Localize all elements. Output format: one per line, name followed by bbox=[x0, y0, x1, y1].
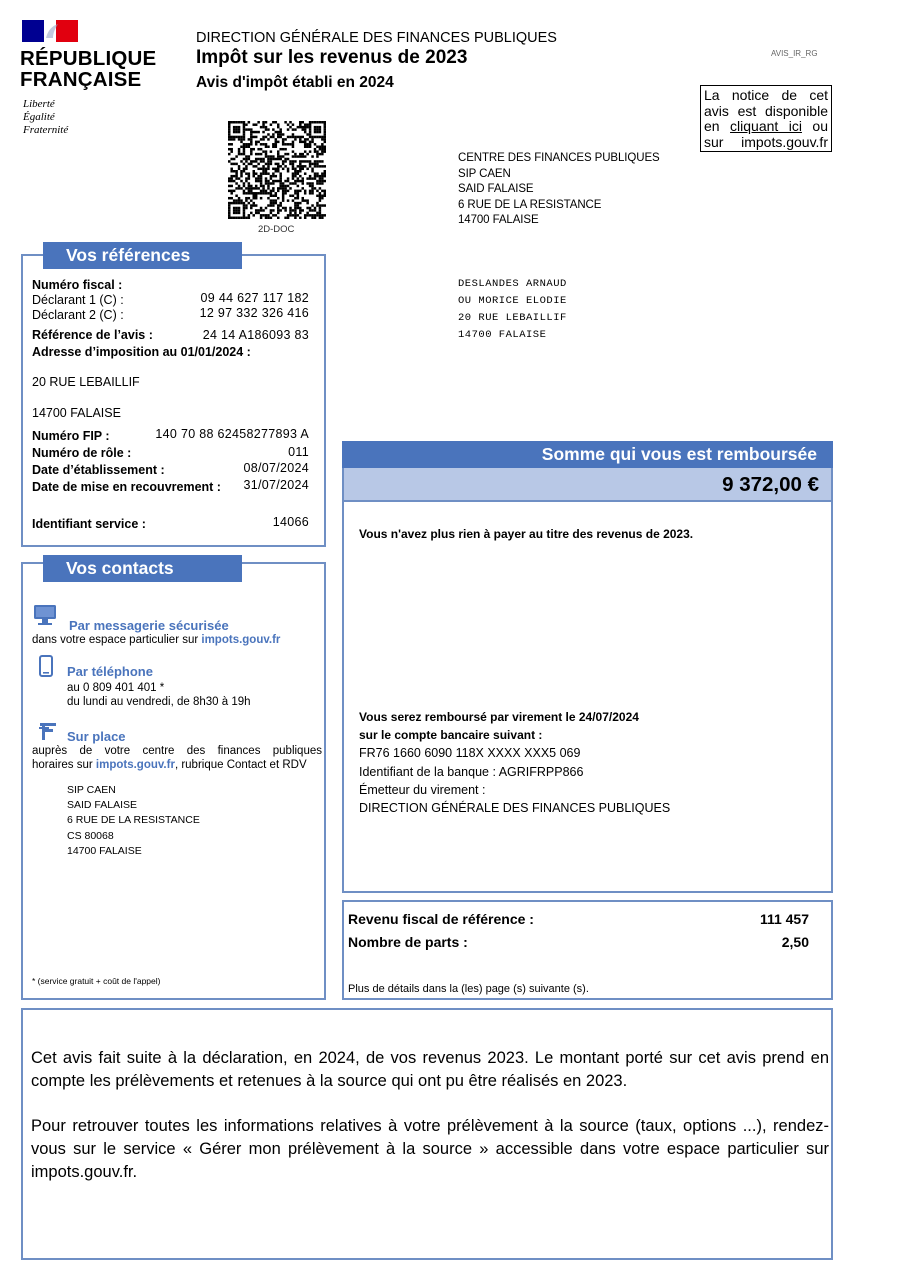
reference-income-label: Revenu fiscal de référence : bbox=[348, 911, 534, 927]
sip-address-line: 6 RUE DE LA RESISTANCE bbox=[67, 814, 200, 826]
phone-hours: du lundi au vendredi, de 8h30 à 19h bbox=[67, 696, 251, 708]
role-number-value: 011 bbox=[288, 445, 309, 459]
document-title: Impôt sur les revenus de 2023 bbox=[196, 47, 468, 68]
nothing-to-pay-text: Vous n'avez plus rien à payer au titre des revenus de 2023. bbox=[359, 527, 694, 541]
recipient-line: DESLANDES ARNAUD bbox=[458, 278, 567, 290]
fip-number-value: 140 70 88 62458277893 A bbox=[155, 427, 309, 441]
declarant1-label: Déclarant 1 (C) : bbox=[32, 293, 124, 307]
issuer-value: DIRECTION GÉNÉRALE DES FINANCES PUBLIQUES bbox=[359, 801, 671, 815]
contacts-box bbox=[21, 558, 326, 1000]
fip-number-label: Numéro FIP : bbox=[32, 429, 110, 443]
bank-identifier: Identifiant de la banque : AGRIFRPP866 bbox=[359, 765, 584, 779]
motto-liberte: Liberté bbox=[23, 98, 55, 110]
notice-reference-label: Référence de l’avis : bbox=[32, 328, 153, 342]
phone-title: Par téléphone bbox=[67, 664, 153, 679]
sip-address-line: CS 80068 bbox=[67, 830, 114, 842]
notice-line3 bbox=[704, 119, 828, 135]
transfer-line1: Vous serez remboursé par virement le 24/07/2024 bbox=[359, 710, 639, 724]
references-tab: Vos références bbox=[43, 242, 242, 269]
in-person-line1: auprès de votre centre des finances publiques bbox=[32, 745, 322, 757]
references-box bbox=[21, 245, 326, 547]
collection-date-label: Date de mise en recouvrement : bbox=[32, 480, 221, 494]
public-finances-building-icon bbox=[37, 720, 59, 742]
establishment-date-label: Date d’établissement : bbox=[32, 463, 165, 477]
issuer-label: Émetteur du virement : bbox=[359, 783, 486, 797]
in-person-title: Sur place bbox=[67, 729, 126, 744]
info-paragraph-2: Pour retrouver toutes les informations relatives à votre prélèvement à la source (taux, options ...), rendez-vous sur le service « Gérer mon prélèvement à la source » accessible dans votre espace particulier sur impots.gouv.fr. bbox=[31, 1117, 829, 1181]
declarant2-label: Déclarant 2 (C) : bbox=[32, 308, 124, 322]
sip-address-line: 14700 FALAISE bbox=[67, 845, 142, 857]
fiscal-number-label: Numéro fiscal : bbox=[32, 278, 123, 292]
tax-address-line2: 14700 FALAISE bbox=[32, 406, 121, 420]
tax-address-line1: 20 RUE LEBAILLIF bbox=[32, 375, 140, 389]
document-subtitle: Avis d'impôt établi en 2024 bbox=[196, 74, 394, 91]
tax-centre-address bbox=[458, 151, 660, 229]
dgfip-heading: DIRECTION GÉNÉRALE DES FINANCES PUBLIQUES bbox=[196, 30, 557, 46]
notice-reference-value: 24 14 A186093 83 bbox=[202, 328, 309, 342]
notice-line2: avis est disponible bbox=[704, 102, 828, 119]
messaging-text-pre: dans votre espace particulier sur bbox=[32, 634, 202, 646]
info-paragraph-1: Cet avis fait suite à la déclaration, en 2024, de vos revenus 2023. Le montant porté sur cet avis prend en compte les prélèvements et retenues à la source qui ont pu être réalisés en 2023. bbox=[31, 1049, 829, 1090]
computer-monitor-icon bbox=[33, 604, 57, 626]
service-id-value: 14066 bbox=[272, 515, 309, 529]
notice-box bbox=[700, 85, 832, 152]
republique-francaise-logo bbox=[20, 18, 157, 138]
in-person-link[interactable]: impots.gouv.fr bbox=[95, 759, 175, 771]
notice-line3-post: ou bbox=[801, 118, 828, 134]
recipient-line: OU MORICE ELODIE bbox=[458, 295, 567, 307]
recipient-line: 14700 FALAISE bbox=[458, 329, 547, 341]
iban-value: FR76 1660 6090 118X XXXX XXX5 069 bbox=[359, 746, 581, 760]
more-details-text: Plus de détails dans la (les) page (s) suivante (s). bbox=[348, 983, 589, 995]
information-box bbox=[21, 1008, 833, 1260]
shares-value: 2,50 bbox=[781, 934, 809, 950]
phone-footnote: * (service gratuit + coût de l'appel) bbox=[32, 976, 161, 986]
reference-income-value: 111 457 bbox=[759, 911, 809, 927]
refund-amount: 9 372,00 € bbox=[342, 468, 833, 502]
sip-address-line: SIP CAEN bbox=[67, 784, 116, 796]
declarant1-value: 09 44 627 117 182 bbox=[200, 291, 309, 305]
notice-line4: sur impots.gouv.fr bbox=[704, 133, 828, 150]
messaging-title: Par messagerie sécurisée bbox=[69, 618, 229, 633]
shares-label: Nombre de parts : bbox=[348, 934, 468, 950]
role-number-label: Numéro de rôle : bbox=[32, 446, 132, 460]
refund-details-box bbox=[342, 502, 833, 893]
logo-line1: RÉPUBLIQUE bbox=[20, 47, 157, 70]
recipient-line: 20 RUE LEBAILLIF bbox=[458, 312, 567, 324]
logo-line2: FRANÇAISE bbox=[20, 68, 142, 91]
in-person-line2-pre: horaires sur bbox=[32, 759, 96, 771]
tax-centre-line: SIP CAEN bbox=[458, 167, 511, 180]
tax-centre-line: 6 RUE DE LA RESISTANCE bbox=[458, 198, 602, 211]
transfer-line2: sur le compte bancaire suivant : bbox=[359, 728, 543, 742]
notice-line3-pre: en bbox=[704, 118, 731, 134]
contacts-tab: Vos contacts bbox=[43, 555, 242, 582]
document-code: AVIS_IR_RG bbox=[771, 49, 818, 58]
reference-income-box bbox=[342, 900, 833, 1000]
sip-address-line: SAID FALAISE bbox=[67, 799, 138, 811]
tax-centre-line: CENTRE DES FINANCES PUBLIQUES bbox=[458, 152, 660, 164]
service-id-label: Identifiant service : bbox=[32, 517, 146, 531]
refund-title: Somme qui vous est remboursée bbox=[342, 441, 833, 468]
motto-egalite: Égalité bbox=[23, 111, 55, 123]
notice-link[interactable]: cliquant ici bbox=[730, 118, 802, 134]
messaging-text bbox=[32, 634, 280, 646]
messaging-link[interactable]: impots.gouv.fr bbox=[201, 634, 281, 646]
phone-number: au 0 809 401 401 * bbox=[67, 682, 165, 694]
2d-doc-barcode-icon bbox=[228, 121, 326, 219]
tax-centre-line: 14700 FALAISE bbox=[458, 214, 539, 226]
declarant2-value: 12 97 332 326 416 bbox=[199, 306, 309, 320]
tax-address-label: Adresse d’imposition au 01/01/2024 : bbox=[32, 345, 251, 359]
tax-centre-line: SAID FALAISE bbox=[458, 183, 534, 195]
notice-line1: La notice de cet bbox=[704, 87, 828, 103]
2d-doc-label: 2D-DOC bbox=[258, 224, 295, 235]
establishment-date-value: 08/07/2024 bbox=[243, 461, 309, 475]
in-person-line2 bbox=[32, 759, 307, 771]
mobile-phone-icon bbox=[39, 655, 53, 677]
marianne-flag-icon bbox=[22, 20, 78, 42]
collection-date-value: 31/07/2024 bbox=[243, 478, 309, 492]
motto-fraternite: Fraternité bbox=[23, 124, 69, 136]
in-person-line2-post: , rubrique Contact et RDV bbox=[174, 759, 307, 771]
recipient-address bbox=[458, 276, 567, 344]
